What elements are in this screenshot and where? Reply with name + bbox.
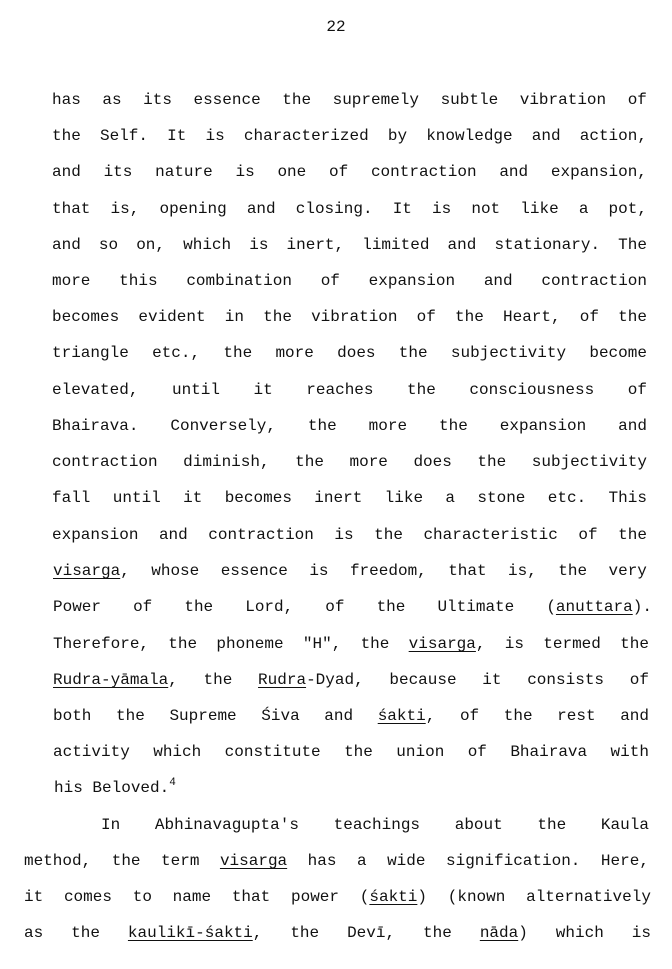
- text-line: expansion and contraction is the characteristic of the: [52, 526, 647, 544]
- term-nada: nāda: [479, 924, 519, 942]
- text-line: his Beloved.$^4$: [54, 777, 176, 797]
- text-line: method, the term visarga has a wide signification. Here,: [24, 849, 649, 873]
- term-visarga: visarga: [53, 562, 121, 580]
- text-line: Rudra-yāmala, the Rudra-Dyad, because it consists of: [53, 671, 649, 689]
- text-line: triangle etc., the more does the subjectivity become: [52, 344, 647, 362]
- text-line: In Abhinavagupta's teachings about the Kaula: [101, 816, 649, 834]
- text-line: Bhairava. Conversely, the more the expansion and: [52, 417, 647, 435]
- term-sakti: śakti: [369, 888, 418, 906]
- text-line: becomes evident in the vibration of the Heart, of the: [52, 308, 647, 326]
- text-line: Therefore, the phoneme "H", the visarga, is termed the: [53, 635, 649, 653]
- term-anuttara: anuttara: [555, 598, 633, 616]
- term-kauliki-sakti: kaulikī-śakti: [127, 924, 253, 942]
- page-number: 22: [326, 18, 346, 36]
- text-line: as the kaulikī-śakti, the Devī, the nāda) which is: [24, 924, 651, 942]
- text-line: fall until it becomes inert like a stone etc. This: [52, 489, 647, 507]
- text-line: Power of the Lord, of the Ultimate (anuttara).: [53, 598, 652, 616]
- text-line: and its nature is one of contraction and expansion,: [52, 163, 647, 181]
- text-line: that is, opening and closing. It is not like a pot,: [52, 200, 647, 218]
- text-line: it comes to name that power (śakti) (known alternatively: [24, 888, 651, 906]
- term-visarga: visarga: [408, 635, 476, 653]
- text-line: the Self. It is characterized by knowledge and action,: [52, 127, 647, 145]
- text-line: and so on, which is inert, limited and stationary. The: [52, 236, 647, 254]
- text-line: visarga, whose essence is freedom, that is, the very: [53, 562, 647, 580]
- term-rudra-yamala: Rudra-yāmala: [53, 671, 169, 689]
- text-line: both the Supreme Śiva and śakti, of the rest and: [53, 707, 649, 725]
- text-line: contraction diminish, the more does the subjectivity: [52, 453, 647, 471]
- text-line: more this combination of expansion and contraction: [52, 272, 647, 290]
- term-sakti: śakti: [377, 707, 426, 725]
- term-visarga: visarga: [219, 852, 288, 870]
- text-line: activity which constitute the union of Bhairava with: [53, 743, 649, 761]
- text-line: has as its essence the supremely subtle vibration of: [52, 91, 647, 109]
- text-line: elevated, until it reaches the consciousness of: [52, 381, 647, 399]
- term-rudra: Rudra: [258, 671, 307, 689]
- footnote-marker[interactable]: 4: [169, 777, 176, 789]
